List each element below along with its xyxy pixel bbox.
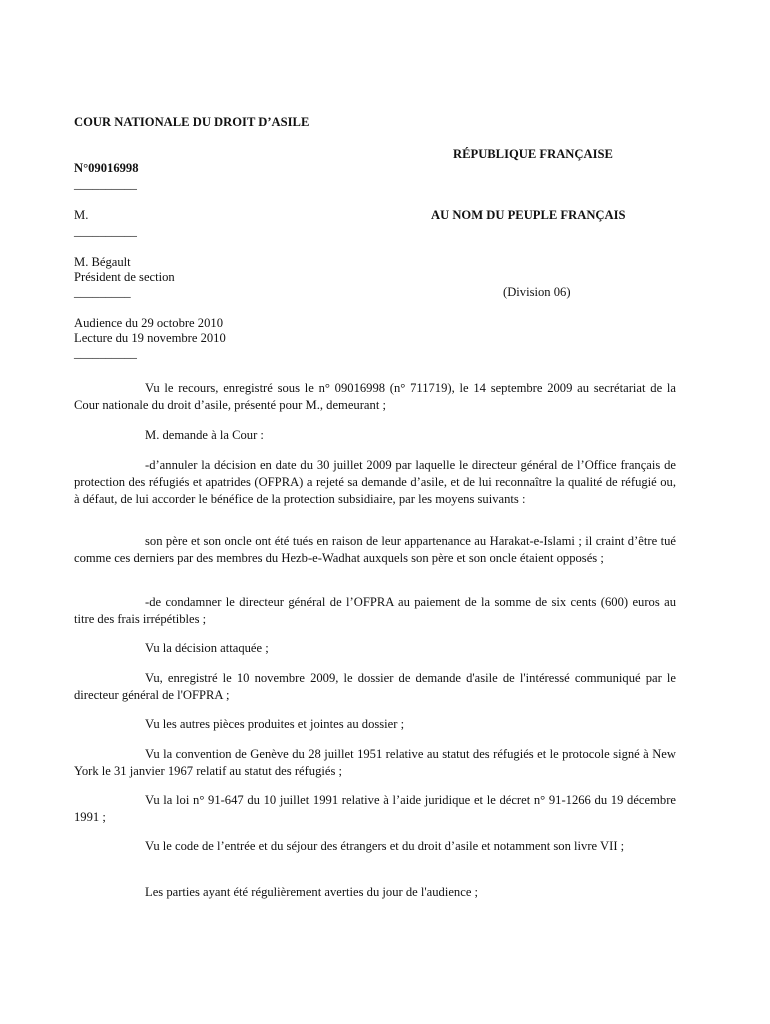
paragraph-annuler: -d’annuler la décision en date du 30 juillet 2009 par laquelle le directeur général de l’Office français de protection des réfugiés et apatrides (OFPRA) a rejeté sa demande d’asile, et de lui reconnaître la qualité de réfugié ou, à défaut, de lui accorder le bénéfice de la protection subsidiaire, par les moyens suivants : <box>74 458 676 506</box>
court-name: COUR NATIONALE DU DROIT D’ASILE <box>74 115 310 129</box>
in-name-of-heading: AU NOM DU PEUPLE FRANÇAIS <box>431 208 626 222</box>
paragraph-pieces: Vu les autres pièces produites et jointes au dossier ; <box>145 717 405 731</box>
paragraph-demande: M. demande à la Cour : <box>145 428 264 442</box>
separator: __________ <box>74 224 137 238</box>
separator: _________ <box>74 285 131 299</box>
paragraph-moyens: son père et son oncle ont été tués en raison de leur appartenance au Harakat-e-Islami ; il craint d’être tué comme ces derniers par des membres du Hezb-e-Wadhat auxquels son père et son oncle étaient opposés ; <box>74 534 676 565</box>
paragraph-condamner: -de condamner le directeur général de l’OFPRA au paiement de la somme de six cents (600) euros au titre des frais irrépétibles ; <box>74 595 676 626</box>
republic-heading: RÉPUBLIQUE FRANÇAISE <box>453 147 613 161</box>
paragraph-recours: Vu le recours, enregistré sous le n° 09016998 (n° 711719), le 14 septembre 2009 au secrétariat de la Cour nationale du droit d’asile, présenté pour M., demeurant ; <box>74 381 676 412</box>
case-number: N°09016998 <box>74 161 139 175</box>
division-label: (Division 06) <box>503 285 571 299</box>
separator: __________ <box>74 177 137 191</box>
paragraph-code: Vu le code de l’entrée et du séjour des étrangers et du droit d’asile et notamment son livre VII ; <box>145 839 625 853</box>
hearing-date: Audience du 29 octobre 2010 <box>74 316 223 330</box>
separator: __________ <box>74 346 137 360</box>
paragraph-loi: Vu la loi n° 91-647 du 10 juillet 1991 relative à l’aide juridique et le décret n° 91-1266 du 19 décembre 1991 ; <box>74 793 676 824</box>
paragraph-audience: Les parties ayant été régulièrement averties du jour de l'audience ; <box>145 885 479 899</box>
judge-title: Président de section <box>74 270 175 284</box>
party-name: M. <box>74 208 89 222</box>
paragraph-decision-attaquee: Vu la décision attaquée ; <box>145 641 269 655</box>
reading-date: Lecture du 19 novembre 2010 <box>74 331 226 345</box>
paragraph-convention: Vu la convention de Genève du 28 juillet 1951 relative au statut des réfugiés et le protocole signé à New York le 31 janvier 1967 relatif au statut des réfugiés ; <box>74 747 676 778</box>
judge-name: M. Bégault <box>74 255 131 269</box>
paragraph-dossier: Vu, enregistré le 10 novembre 2009, le dossier de demande d'asile de l'intéressé communiqué par le directeur général de l'OFPRA ; <box>74 671 676 702</box>
